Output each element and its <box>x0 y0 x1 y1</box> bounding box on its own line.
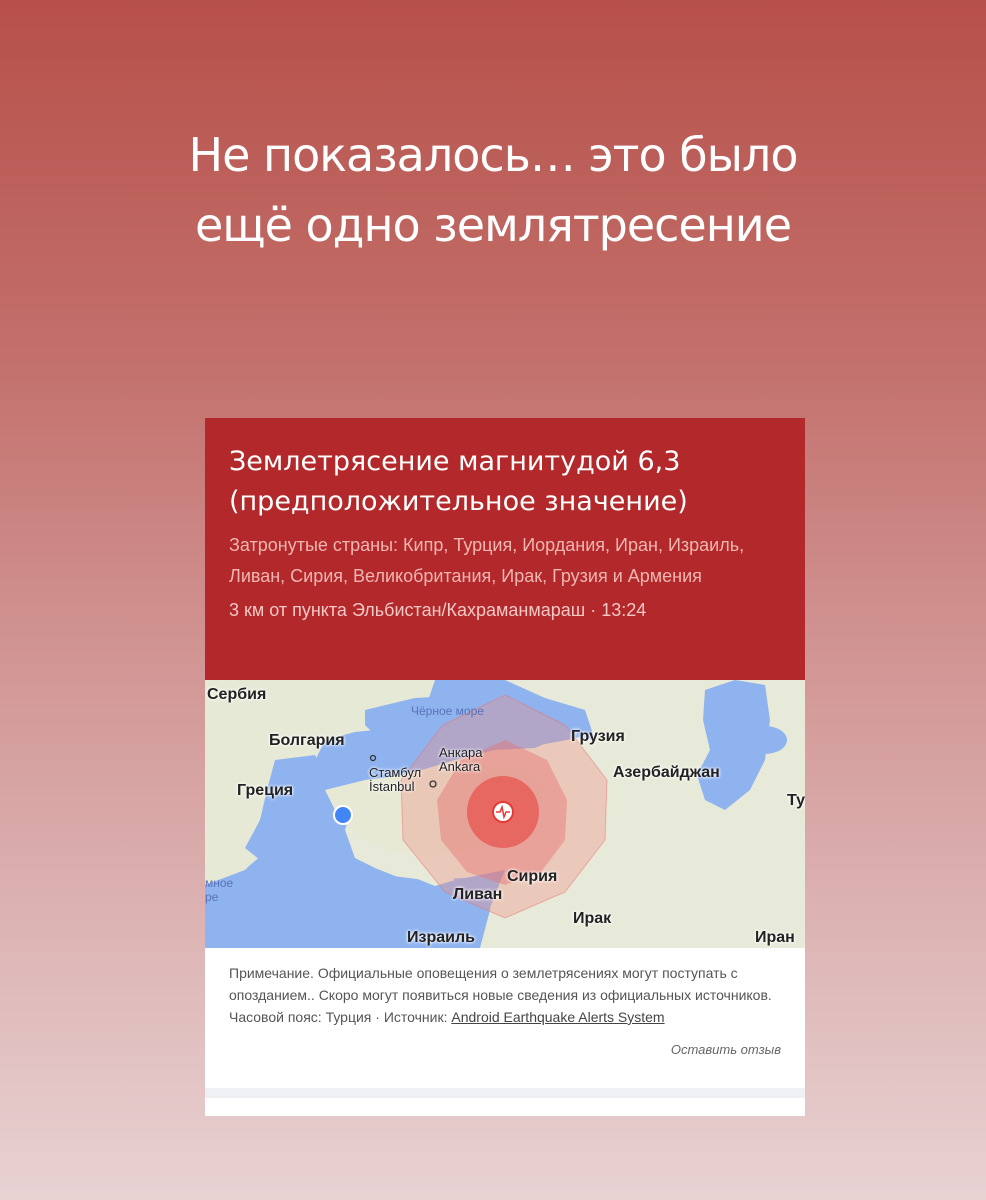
map-label-azerbaijan: Азербайджан <box>613 764 720 781</box>
alert-note <box>205 948 805 1028</box>
map-label-istanbul-ru: Стамбул <box>369 765 422 780</box>
map-label-istanbul-en: İstanbul <box>369 779 415 794</box>
map-label-lebanon: Ливан <box>453 886 503 903</box>
map-label-sea-cut-1: мное <box>205 876 234 890</box>
alert-location-time: 3 км от пункта Эльбистан/Кахраманмараш · 13:24 <box>229 600 647 620</box>
map-label-serbia: Сербия <box>207 686 267 703</box>
alert-title-line-2: (предположительное значение) <box>229 486 688 517</box>
card-footer-bar <box>205 1088 805 1098</box>
story-title-line-1: Не показалось… это было <box>188 128 798 182</box>
map-label-greece: Греция <box>237 782 294 799</box>
istanbul-dot <box>371 756 376 761</box>
map-label-bulgaria: Болгария <box>269 732 345 749</box>
note-text: Примечание. Официальные оповещения о землетрясениях могут поступать с опозданием.. Скоро могут появиться новые сведения из официальных источников. <box>229 965 772 1003</box>
map-label-iraq: Ирак <box>573 910 612 927</box>
timezone-prefix: Часовой пояс: Турция · Источник: <box>229 1009 452 1025</box>
lake <box>743 726 787 754</box>
map-canvas <box>205 680 805 948</box>
story-title-line-2: ещё одно землятресение <box>194 198 792 252</box>
map-label-ankara-en: Ankara <box>439 759 481 774</box>
map-label-ankara-ru: Анкара <box>439 745 483 760</box>
earthquake-map[interactable] <box>205 680 805 948</box>
affected-countries: Затронутые страны: Кипр, Турция, Иордания, Иран, Израиль, Ливан, Сирия, Великобритания, Ирак, Грузия и Армения <box>229 535 745 586</box>
map-label-syria: Сирия <box>507 868 558 885</box>
earthquake-alert-card <box>205 418 805 1116</box>
map-label-georgia: Грузия <box>571 728 625 745</box>
story-title <box>0 120 986 260</box>
map-label-israel: Израиль <box>407 929 475 946</box>
map-label-black-sea: Чёрное море <box>411 704 484 718</box>
map-label-iran: Иран <box>755 929 795 946</box>
feedback-link[interactable]: Оставить отзыв <box>670 1042 781 1057</box>
alert-title-line-1: Землетрясение магнитудой 6,3 <box>229 446 681 477</box>
alert-header <box>205 418 805 680</box>
current-location-dot <box>334 806 352 824</box>
timezone-source <box>229 1006 781 1028</box>
map-label-tu-cut: Ту <box>787 792 805 809</box>
source-link[interactable]: Android Earthquake Alerts System <box>451 1009 665 1025</box>
map-label-sea-cut-2: ре <box>205 890 219 904</box>
